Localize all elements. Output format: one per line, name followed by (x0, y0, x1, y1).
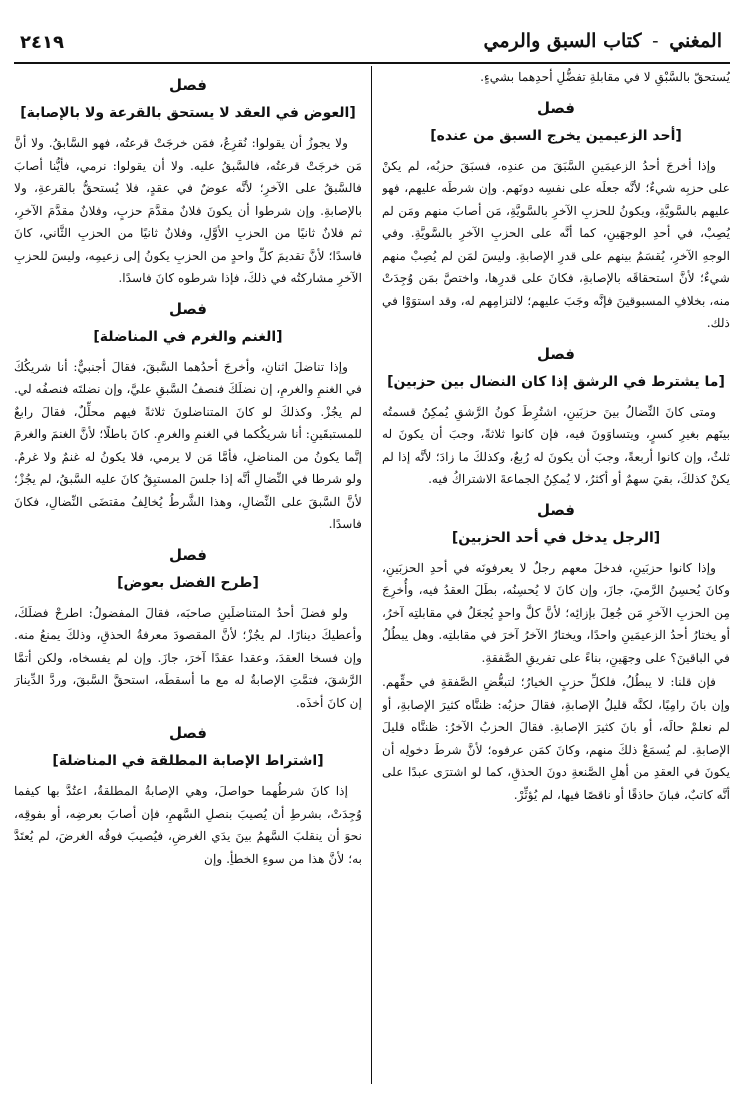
paragraph: إذا كانَ شرطُهما حواصلَ، وهي الإصابةُ المطلقةُ، اعتُدَّ بها كيفما وُجِدَتْ، بشرطِ أن يُصيبَ بنصلِ السَّهمِ، فإن أصابَ بعرضِه، أو بفوقِه، نحوَ أن ينقلبَ السَّهمُ بينَ يدَي الغرضِ، فيُصيبَ فوقُه الغرضَ، لم يُعتَدَّ به؛ لأنَّ هذا من سوءِ الخطأِ. وإن (14, 784, 362, 866)
section-heading: فصل (169, 724, 207, 742)
book-title: المغني (669, 30, 722, 52)
paragraph: ومتى كانَ النِّضالُ بينَ حزبَينِ، اشتُرِطَ كونُ الرَّشقِ يُمكِنُ قسمتُه بينَهم بغيرِ كسرٍ، ويتساوَونَ فيه، فإن كانوا ثلاثةً، وجبَ أن يكونَ له ثلثٌ، وإن كانوا أربعةً، وجبَ أن يكونَ له رُبعٌ، وكذلكَ ما زادَ؛ لأنَّه إذا لم يكنْ كذلكَ، بقيَ سهمٌ أو أكثرُ، لا يُمكِنُ الجماعةَ الاشتراكُ فيه. (382, 404, 730, 486)
section-heading: فصل (169, 76, 207, 94)
paragraph: فإن قلنا: لا يبطُلُ، فلكلِّ حزبٍ الخيارُ؛ لتبعُّضِ الصَّفقةِ في حقِّهم. وإن بانَ رامِيًا، لكنَّه قليلُ الإصابةِ، فقالَ حزبُه: ظننَّاه كثيرَ الإصابةِ، أو لم نعلمْ حالَه، أو بانَ كثيرَ الإصابةِ. فقالَ الحزبُ الآخرُ: ظننَّاه قليلَ الإصابةِ. لم يُسمَعْ ذلكَ منهم، وكانَ كمَن عرفوه؛ لأنَّ شرطَ دخولِه أن يكونَ في العقدِ من أهلِ الصَّنعةِ دونَ الحذقِ، كما لو اشترَى عبدًا على أنَّه كاتبٌ، فبانَ حاذقًا أو ناقصًا فيها، لم يُؤثِّرْ. (382, 675, 730, 802)
header-title (484, 30, 723, 52)
section-title: [طرح الفضل بعوض] (117, 574, 259, 591)
left-column (14, 66, 362, 1086)
column-divider (371, 66, 372, 1084)
paragraph: ولا يجوزُ أن يقولوا: نُقرِعُ، فمَن خرجَتْ قرعتُه، فهو السَّابقُ. ولا أنَّ مَن خرجَتْ قرعتُه، فالسَّبقُ عليه. ولا أن يقولوا: نرمي، فأيُّنا أصابَ فالسَّبقُ على الآخرِ؛ لأنَّه عوضٌ في عقدٍ، فلا يُستحقُّ بالقرعةِ، ولا بالإصابةِ. وإن شرطوا أن يكونَ فلانٌ مقدَّمَ حزبٍ، وفلانٌ مقدَّمَ الآخرِ، ثم فلانٌ ثانيًا من الحزبِ الأوَّلِ، وفلانٌ ثانيًا من الحزبِ الثَّاني، كانَ فاسدًا؛ لأنَّ تقديمَ كلِّ واحدٍ من الحزبِ يكونُ إلى زعيمِه، وليسَ للحزبِ الآخرِ مشاركتُه في ذلكَ، فإذا شرطوه كانَ فاسدًا. (14, 136, 362, 285)
section-title: [أحد الزعيمين يخرج السبق من عنده] (430, 127, 682, 144)
paragraph: ولو فضلَ أحدُ المتناضلَينِ صاحبَه، فقالَ المفضولُ: اطرحْ فضلَكَ، وأعطيكَ دينارًا. لم يجُزْ؛ لأنَّ المقصودَ معرفةُ الحذقِ، وذلكَ يمنعُ منه. وإن فسخا العقدَ، وعقدا عقدًا آخرَ، جازَ. وإن لم يفسخاه، ولكن أتمَّا الرَّشقَ، فتمَّتِ الإصابةُ له مع ما أسقطَه، استحقَّ السَّبقَ، وردَّ الدِّينارَ إن كانَ أخذَه. (14, 605, 362, 710)
section-heading: فصل (169, 299, 207, 318)
section-title: [الغنم والغرم في المناضلة] (93, 328, 283, 345)
section-title: [الرجل يدخل في أحد الحزبين] (451, 529, 661, 546)
paragraph: يُستحقّ بالسَّبْقِ لا في مقابلةِ تفضُّلِ أحدِهما بشيءٍ. (480, 70, 730, 84)
running-header (14, 28, 730, 64)
header-separator: - (652, 30, 659, 52)
section-title: [اشتراط الإصابة المطلقة في المناضلة] (52, 753, 324, 769)
paragraph: وإذا أخرجَ أحدُ الزعيمَينِ السَّبَقَ من عندِه، فسبَقَ حزبُه، لم يكنْ على حزبِه شيءٌ؛ لأنَّه جعلَه على نفسِه دونَهم. وإن شرطَه عليهم، فهو عليهم بالسَّويَّةِ، ويكونُ للحزبِ الآخرِ بالسَّويَّةِ، مَن أصابَ منهم ومَن لم يُصِبْ، في أحدِ الوجهَينِ، كما أنَّه على الحزبِ الآخرِ بالسَّويَّةِ. وفي الوجهِ الآخرِ، يُقسَمُ بينهم على قدرِ الإصابةِ. وليسَ لمَن لم يُصِبْ منهم شيءٌ؛ لأنَّ استحقاقَه بالإصابةِ، فكانَ على قدرِها، واختصَّ بمَن وُجِدَتْ منه، بخلافِ المسبوقينَ فإنَّه وجَبَ عليهم؛ لالتزامِهم له، وقد استوَوْا في ذلك. (382, 158, 730, 330)
section-heading: فصل (169, 545, 207, 564)
right-column (382, 66, 730, 1086)
paragraph: وإذا كانوا حزبَينِ، فدخلَ معهم رجلٌ لا يعرفونَه في أحدِ الحزبَينِ، وكانَ يُحسِنُ الرَّميَ، جازَ، وإن كانَ لا يُحسِنُه، بطَلَ العقدُ فيه، وأُخرِجَ مِن الحزبِ الآخرِ مَن جُعِلَ بإزائِه؛ لأنَّ كلَّ واحدٍ يُجعَلُ في مقابلتِه آخرُ، أو يختارُ أحدُ الزعيمَينِ واحدًا، ويختارُ الآخرُ آخرَ في مقابلتِه. وهل يبطُلُ في الباقينَ؟ على وجهَينِ، بناءً على تفريقِ الصَّفقةِ. (382, 560, 730, 665)
section-title: [العوض في العقد لا يستحق بالقرعة ولا بالإصابة] (20, 105, 356, 121)
chapter-title: كتاب السبق والرمي (483, 30, 642, 52)
section-heading: فصل (537, 344, 575, 363)
section-heading: فصل (537, 500, 575, 519)
section-title: [ما يشترط في الرشق إذا كان النضال بين حزبين] (387, 373, 725, 390)
page-number: ٢٤١٩ (20, 32, 64, 53)
paragraph: وإذا تناضلَ اثنانِ، وأخرجَ أحدُهما السَّبقَ، فقالَ أجنبيٌّ: أنا شريكُكَ في الغنمِ والغرمِ، إن نضلَكَ فنصفُ السَّبقِ عليَّ، وإن نضلتَه فنصفُه لي. لم يجُزْ. وكذلكَ لو كانَ المتناضلونَ ثلاثةً فيهم محلِّلٌ، فقالَ رابعٌ للمستبقَينِ: أنا شريكُكما في الغنمِ والغرمِ. كانَ باطلًا؛ لأنَّ الغنمَ والغرمَ إنَّما يكونُ من المناضلِ، فأمَّا مَن لا يرمي، فلا يكونُ له غنمٌ ولا غرمٌ. ولو شرطا في النِّضالِ أنَّه إذا جلسَ المستبِقُ كانَ عليه السَّبقُ، لم يجُزْ؛ لأنَّ السَّبقَ على النِّضالِ، وهذا الشَّرطُ يُخالِفُ مقتضَى النِّضالِ، فكانَ فاسدًا. (14, 359, 362, 531)
section-heading: فصل (537, 98, 575, 117)
